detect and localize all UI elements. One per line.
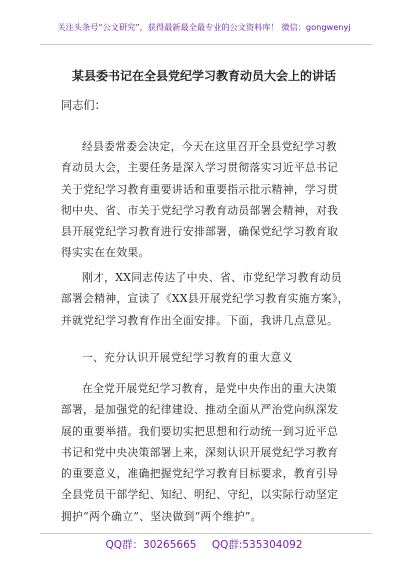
page-header-note: 关注头条号“公文研究”，获得最新最全最专业的公文资料库！ 微信：gongwenyj bbox=[57, 22, 351, 32]
footer-qq-group-1: QQ群：30265665 bbox=[105, 539, 197, 551]
text-line: 育动员大会，主要任务是深入学习贯彻落实习近平总书记 bbox=[61, 161, 339, 175]
header-divider bbox=[40, 44, 372, 45]
document-title: 某县委书记在全县党纪学习教育动员大会上的讲话 bbox=[71, 69, 336, 83]
text-line: 关于党纪学习教育重要讲话和重要指示批示精神，学习贯 bbox=[61, 182, 339, 196]
text-line: 展的重要举措。我们要切实把思想和行动统一到习近平总 bbox=[61, 424, 339, 438]
section-heading-1: 一、充分认识开展党纪学习教育的重大意义 bbox=[82, 351, 293, 364]
text-line: 得实实在在效果。 bbox=[61, 246, 150, 260]
footer-qq-group-2: QQ群:535304092 bbox=[211, 539, 303, 551]
text-line: 部署会精神，宣读了《XX县开展党纪学习教育实施方案》， bbox=[61, 292, 349, 306]
text-line: 经县委常委会决定，今天在这里召开全县党纪学习教 bbox=[82, 140, 338, 153]
text-line: 的重要意义，准确把握党纪学习教育目标要求，教育引导 bbox=[61, 467, 339, 481]
text-line: 刚才，XX同志传达了中央、省、市党纪学习教育动员 bbox=[82, 271, 342, 284]
text-line: 并就党纪学习教育作出全面安排。下面，我讲几点意见。 bbox=[61, 313, 339, 327]
text-line: 彻中央、省、市关于党纪学习教育动员部署会精神，对我 bbox=[61, 203, 339, 217]
text-line: 县开展党纪学习教育进行安排部署，确保党纪学习教育取 bbox=[61, 225, 339, 239]
salutation: 同志们： bbox=[61, 99, 106, 112]
text-line: 部署，是加强党的纪律建设、推动全面从严治党向纵深发 bbox=[61, 403, 339, 417]
footer-divider bbox=[40, 533, 372, 534]
paragraph-significance bbox=[61, 378, 350, 527]
text-line: 在全党开展党纪学习教育，是党中央作出的重大决策 bbox=[82, 382, 338, 395]
text-line: 拥护“两个确立”、坚决做到“两个维护”。 bbox=[61, 509, 262, 523]
text-line: 全县党员干部学纪、知纪、明纪、守纪，以实际行动坚定 bbox=[61, 488, 339, 502]
page-footer bbox=[0, 537, 408, 552]
paragraph-briefing bbox=[61, 267, 350, 331]
paragraph-intro bbox=[61, 136, 350, 264]
text-line: 书记和党中央决策部署上来，深刻认识开展党纪学习教育 bbox=[61, 445, 339, 459]
